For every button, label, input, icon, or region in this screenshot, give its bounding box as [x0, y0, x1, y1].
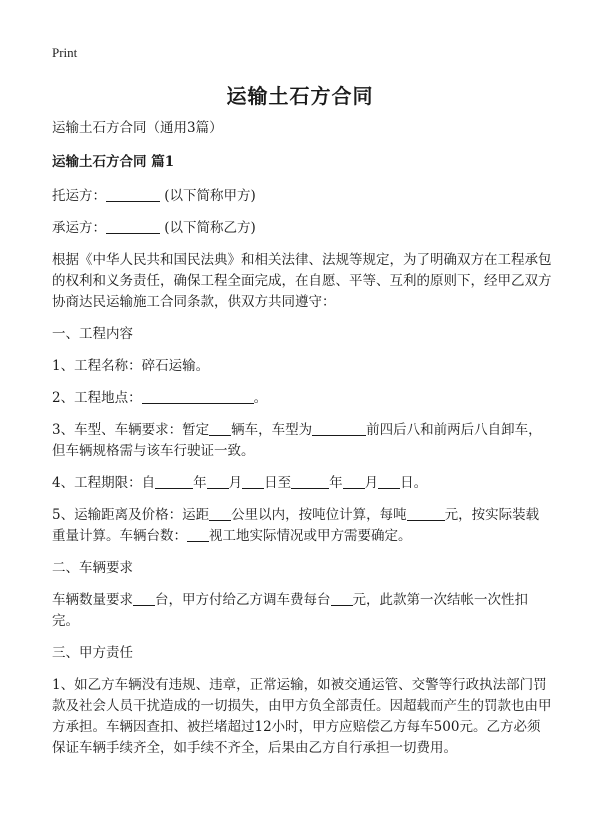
- item5-text-a: 5、运输距离及价格：运距: [52, 507, 210, 523]
- print-link[interactable]: Print: [52, 45, 78, 60]
- item4-text-f: 月: [364, 475, 379, 491]
- section-title: 运输土石方合同 篇1: [52, 154, 175, 170]
- item3-text-b: 辆车，车型为: [231, 422, 313, 438]
- party-b-blank: [106, 219, 160, 234]
- item4-text-g: 日。: [400, 475, 428, 491]
- item-project-period: [52, 473, 552, 494]
- item4-text-a: 4、工程期限：自: [52, 475, 156, 491]
- vehicle-text-a: 车辆数量要求: [52, 592, 133, 608]
- item3-text-a: 3、车型、车辆要求：暂定: [52, 422, 210, 438]
- vehicle-text-b: 台，甲方付给乙方调车费每台: [155, 592, 331, 608]
- document-body: [52, 118, 552, 770]
- item5-text-b: 公里以内，按吨位计算，每吨: [231, 507, 407, 523]
- page-title: 运输土石方合同: [226, 84, 374, 108]
- item4-text-e: 年: [329, 475, 343, 491]
- item4-text-c: 月: [228, 475, 243, 491]
- vehicle-requirement-paragraph: [52, 590, 552, 632]
- location-blank: [142, 389, 254, 404]
- item-project-name: 1、工程名称：碎石运输。: [52, 358, 210, 374]
- document-subtitle: 运输土石方合同（通用3篇）: [52, 120, 223, 136]
- intro-paragraph: 根据《中华人民共和国民法典》和相关法律、法规等规定，为了明确双方在工程承包的权利和义务责任，确保工程全面完成，在自愿、平等、互利的原则下，经甲乙双方协商达民运输施工合同条款，供双方共同遵守：: [52, 252, 552, 310]
- vehicle-model-blank: [312, 421, 366, 436]
- end-year-blank: [291, 474, 329, 489]
- party-b-label: 承运方：: [52, 220, 106, 236]
- item4-text-b: 年: [193, 475, 207, 491]
- party-a-suffix: (以下简称甲方): [160, 188, 256, 204]
- price-blank: [407, 506, 445, 521]
- item2-text-a: 2、工程地点：: [52, 390, 142, 406]
- item-vehicle-type: [52, 420, 552, 462]
- dispatch-fee-blank: [331, 591, 353, 606]
- heading-vehicle-requirements: 二、车辆要求: [52, 560, 133, 576]
- item-project-location: [52, 388, 552, 409]
- party-b-line: [52, 218, 552, 239]
- party-a-label: 托运方：: [52, 188, 106, 204]
- item-distance-price: [52, 505, 552, 547]
- item5-text-c: 元，按实际装载重量计算。车辆台数：: [52, 507, 540, 544]
- vehicle-quantity-blank: [133, 591, 155, 606]
- end-day-blank: [378, 474, 400, 489]
- party-b-suffix: (以下简称乙方): [160, 220, 256, 236]
- party-a-line: [52, 186, 552, 207]
- vehicle-text-c: 元，此款第一次结帐一次性扣完。: [52, 592, 528, 629]
- start-day-blank: [242, 474, 264, 489]
- end-month-blank: [343, 474, 365, 489]
- heading-party-a-duties: 三、甲方责任: [52, 645, 133, 661]
- heading-project-content: 一、工程内容: [52, 326, 133, 342]
- item3-text-c: 前四后八和前两后八自卸车，但车辆规格需与该车行驶证一致。: [52, 422, 542, 459]
- start-year-blank: [155, 474, 193, 489]
- party-a-blank: [106, 187, 160, 202]
- start-month-blank: [207, 474, 229, 489]
- item4-text-d: 日至: [264, 475, 292, 491]
- vehicle-units-blank: [187, 527, 209, 542]
- item2-text-b: 。: [253, 390, 268, 406]
- vehicle-count-blank: [209, 421, 231, 436]
- distance-blank: [209, 506, 231, 521]
- duty-paragraph-1: 1、如乙方车辆没有违规、违章，正常运输，如被交通运管、交警等行政执法部门罚款及社会人员干扰造成的一切损失，由甲方负全部责任。因超载而产生的罚款也由甲方承担。车辆因查扣、被拦堵超过12小时，甲方应赔偿乙方每车500元。乙方必须保证车辆手续齐全，如手续不齐全，后果由乙方自行承担一切费用。: [52, 677, 552, 756]
- item5-text-d: 视工地实际情况或甲方需要确定。: [209, 528, 412, 544]
